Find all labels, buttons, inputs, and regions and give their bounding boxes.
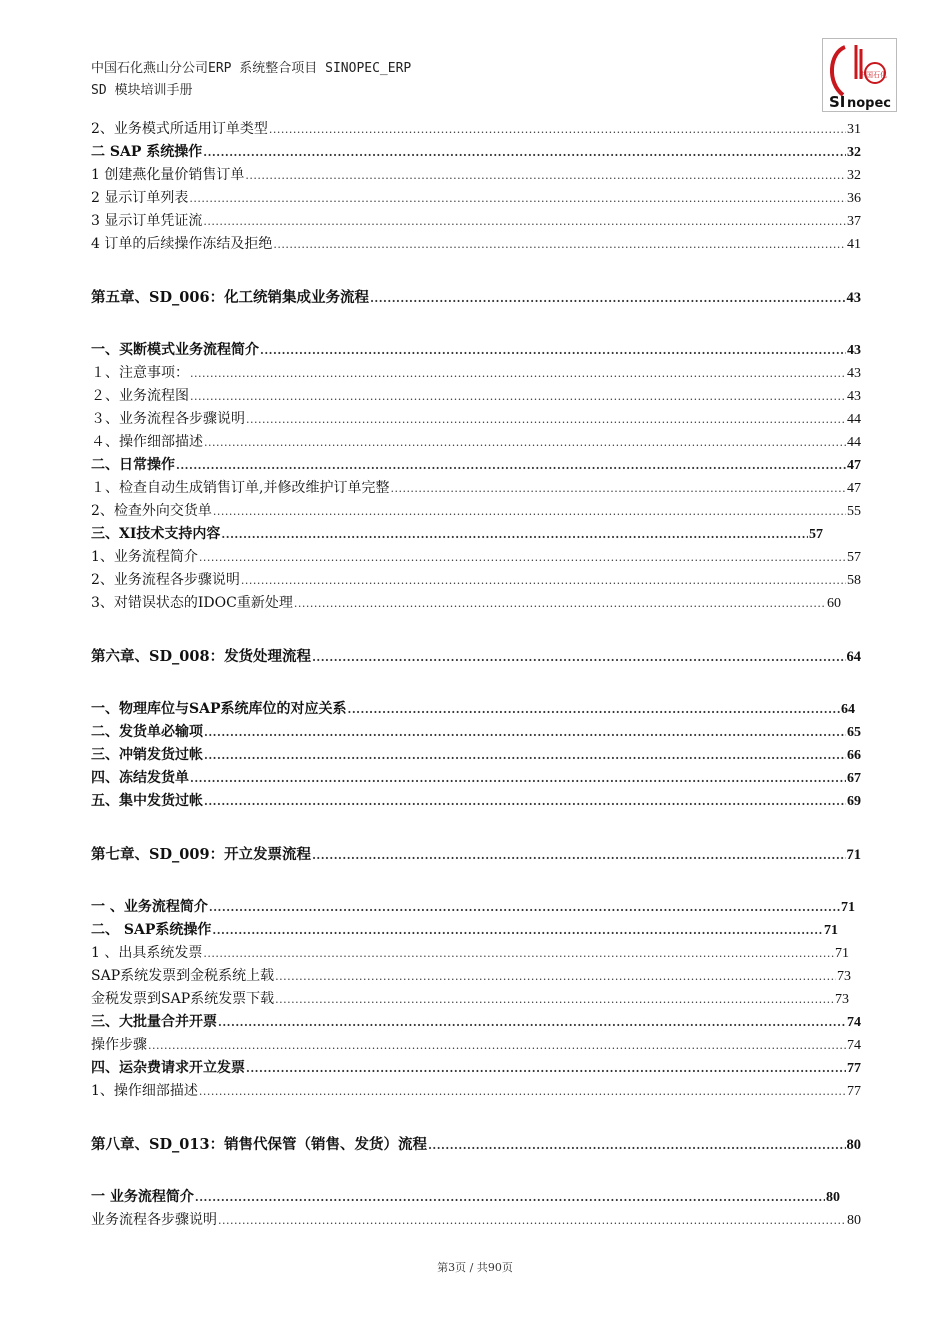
sinopec-logo bbox=[822, 38, 897, 112]
toc-entry[interactable]: ２、业务流程图 ..... 43 bbox=[91, 385, 861, 408]
toc-entry[interactable]: 三、大批量合并开票 ..... 74 bbox=[91, 1011, 861, 1034]
toc-entry[interactable]: ４、操作细部描述 ..... 44 bbox=[91, 431, 861, 454]
svg-text:中国石化: 中国石化 bbox=[859, 71, 887, 79]
toc-entry[interactable]: 1、操作细部描述 ..... 77 bbox=[91, 1080, 861, 1103]
toc-entry[interactable]: 一 业务流程简介 ..... 80 bbox=[91, 1186, 840, 1209]
toc-chapter-8[interactable]: 第八章、SD_013：销售代保管（销售、发货）流程 ..... 80 bbox=[91, 1133, 861, 1156]
sinopec-logo-icon bbox=[823, 39, 896, 111]
toc-chapter-5[interactable]: 第五章、SD_006：化工统销集成业务流程 ..... 43 bbox=[91, 286, 861, 309]
toc-entry[interactable]: 2、检查外向交货单 ..... 55 bbox=[91, 500, 861, 523]
toc-entry[interactable]: １、注意事项： ..... 43 bbox=[91, 362, 861, 385]
toc-entry[interactable]: 一 、业务流程简介 ..... 71 bbox=[91, 896, 855, 919]
toc-entry[interactable]: 3、对错误状态的IDOC重新处理 ..... 60 bbox=[91, 592, 841, 615]
toc-entry[interactable]: 业务流程各步骤说明 ..... 80 bbox=[91, 1209, 861, 1232]
toc-entry[interactable]: 2 显示订单列表 ..... 36 bbox=[91, 187, 861, 210]
toc-chapter-6[interactable]: 第六章、SD_008：发货处理流程 ..... 64 bbox=[91, 645, 861, 668]
toc-chapter-7[interactable]: 第七章、SD_009：开立发票流程 ..... 71 bbox=[91, 843, 861, 866]
toc-entry[interactable]: １、检查自动生成销售订单,并修改维护订单完整 ..... 47 bbox=[91, 477, 861, 500]
toc-entry[interactable]: 四、冻结发货单 ..... 67 bbox=[91, 767, 861, 790]
header-manual-title: SD 模块培训手册 bbox=[91, 83, 193, 98]
toc-entry[interactable]: 二、发货单必输项 ..... 65 bbox=[91, 721, 861, 744]
toc-entry[interactable]: 一、物理库位与SAP系统库位的对应关系 ..... 64 bbox=[91, 698, 855, 721]
toc-entry[interactable]: 五、集中发货过帐 ..... 69 bbox=[91, 790, 861, 813]
svg-text:SI: SI bbox=[829, 93, 846, 111]
toc-entry[interactable]: 三、冲销发货过帐 ..... 66 bbox=[91, 744, 861, 767]
toc-entry[interactable]: 1 、出具系统发票 ..... 71 bbox=[91, 942, 849, 965]
page-footer: 第3页 / 共90页 bbox=[437, 1261, 513, 1274]
toc-entry[interactable]: 四、运杂费请求开立发票 ..... 77 bbox=[91, 1057, 861, 1080]
toc-entry[interactable]: 二 SAP 系统操作 ..... 32 bbox=[91, 141, 861, 164]
toc-entry[interactable]: 3 显示订单凭证流 ..... 37 bbox=[91, 210, 861, 233]
toc-entry[interactable]: 三、XI技术支持内容 ..... 57 bbox=[91, 523, 823, 546]
toc-entry[interactable]: 金税发票到SAP系统发票下载 ..... 73 bbox=[91, 988, 849, 1011]
toc-entry[interactable]: 二、 SAP系统操作 ..... 71 bbox=[91, 919, 838, 942]
toc-entry[interactable]: 2、业务模式所适用订单类型 ..... 31 bbox=[91, 118, 861, 141]
toc-entry[interactable]: ３、业务流程各步骤说明 ..... 44 bbox=[91, 408, 861, 431]
toc-entry[interactable]: 一、买断模式业务流程简介 ..... 43 bbox=[91, 339, 861, 362]
toc-entry[interactable]: 2、业务流程各步骤说明 ..... 58 bbox=[91, 569, 861, 592]
toc-entry[interactable]: 二、日常操作 ..... 47 bbox=[91, 454, 861, 477]
toc-entry[interactable]: 1、业务流程简介 ..... 57 bbox=[91, 546, 861, 569]
table-of-contents bbox=[91, 118, 861, 1232]
toc-entry[interactable]: 4 订单的后续操作冻结及拒绝 ..... 41 bbox=[91, 233, 861, 256]
toc-entry[interactable]: SAP系统发票到金税系统上载 ..... 73 bbox=[91, 965, 851, 988]
toc-entry[interactable]: 1 创建燕化量价销售订单 ..... 32 bbox=[91, 164, 861, 187]
toc-entry[interactable]: 操作步骤 ..... 74 bbox=[91, 1034, 861, 1057]
svg-text:nopec: nopec bbox=[847, 96, 892, 111]
document-header bbox=[91, 58, 411, 102]
header-project-title: 中国石化燕山分公司ERP 系统整合项目 SINOPEC_ERP bbox=[91, 61, 412, 76]
